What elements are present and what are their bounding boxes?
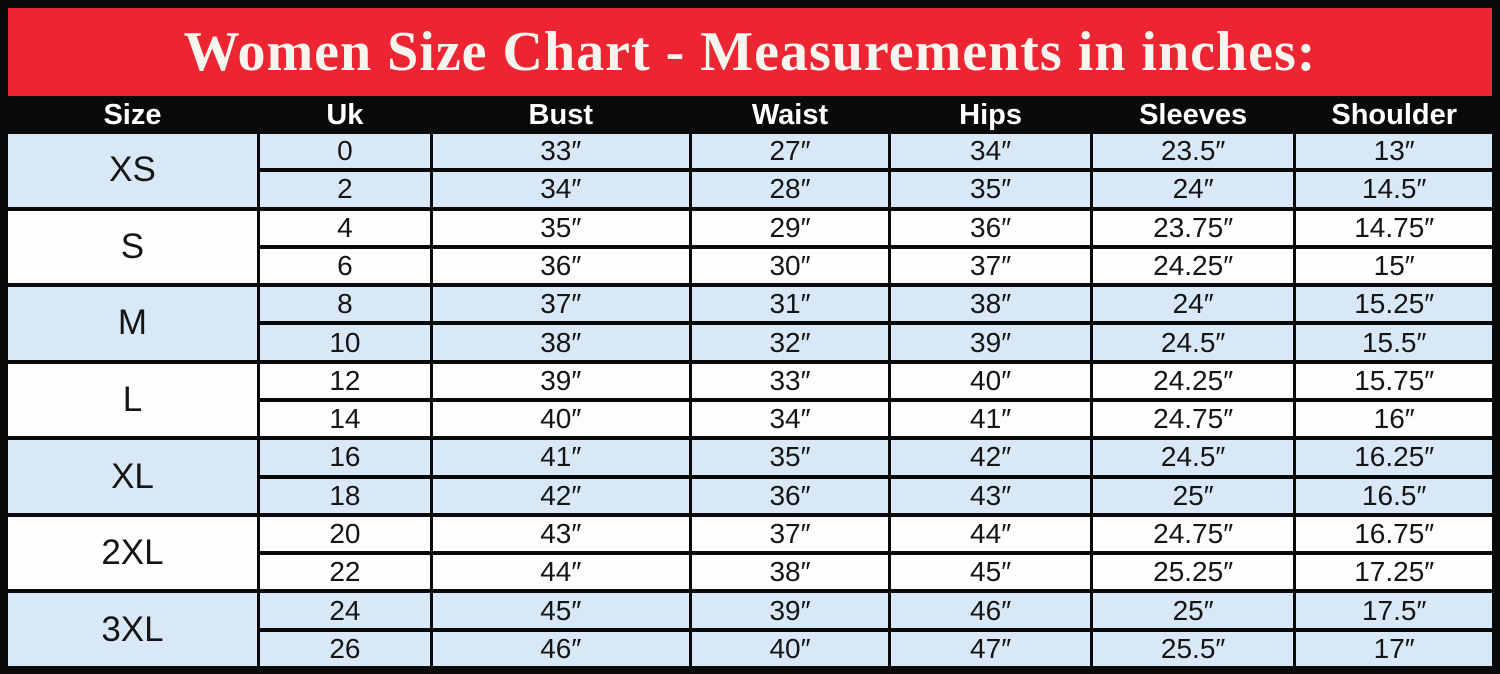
column-header-sleeves: Sleeves: [1139, 99, 1248, 131]
cell-m-uk10-uk: 10: [260, 325, 430, 359]
cell-3xl-uk26-sleeves: 25.5″: [1093, 632, 1294, 666]
size-cell-3xl: 3XL: [8, 593, 257, 666]
cell-3xl-uk24-uk: 24: [260, 593, 430, 627]
size-cell-l: L: [8, 364, 257, 437]
cell-2xl-uk22-bust: 44″: [433, 555, 689, 589]
cell-xl-uk18-uk: 18: [260, 479, 430, 513]
cell-s-uk4-waist: 29″: [692, 211, 889, 245]
cell-2xl-uk22-shoulder: 17.25″: [1296, 555, 1492, 589]
column-header-shoulder: Shoulder: [1331, 99, 1458, 131]
cell-xs-uk0-bust: 33″: [433, 134, 689, 168]
cell-l-uk14-sleeves: 24.75″: [1093, 402, 1294, 436]
cell-xl-uk18-shoulder: 16.5″: [1296, 479, 1492, 513]
cell-xs-uk2-sleeves: 24″: [1093, 172, 1294, 206]
cell-3xl-uk24-hips: 46″: [891, 593, 1090, 627]
cell-l-uk14-waist: 34″: [692, 402, 889, 436]
column-header-bust: Bust: [528, 99, 593, 131]
column-header-waist: Waist: [751, 99, 829, 131]
cell-3xl-uk24-sleeves: 25″: [1093, 593, 1294, 627]
cell-s-uk6-bust: 36″: [433, 249, 689, 283]
cell-s-uk6-hips: 37″: [891, 249, 1090, 283]
cell-m-uk8-uk: 8: [260, 287, 430, 321]
cell-l-uk14-shoulder: 16″: [1296, 402, 1492, 436]
cell-xl-uk16-hips: 42″: [891, 440, 1090, 474]
cell-xl-uk18-waist: 36″: [692, 479, 889, 513]
cell-m-uk8-hips: 38″: [891, 287, 1090, 321]
cell-3xl-uk26-waist: 40″: [692, 632, 889, 666]
cell-xs-uk0-waist: 27″: [692, 134, 889, 168]
cell-2xl-uk20-shoulder: 16.75″: [1296, 517, 1492, 551]
cell-xs-uk2-hips: 35″: [891, 172, 1090, 206]
cell-xs-uk2-uk: 2: [260, 172, 430, 206]
cell-xs-uk2-bust: 34″: [433, 172, 689, 206]
cell-l-uk12-shoulder: 15.75″: [1296, 364, 1492, 398]
column-header-uk: Uk: [326, 99, 364, 131]
cell-s-uk6-uk: 6: [260, 249, 430, 283]
cell-2xl-uk22-waist: 38″: [692, 555, 889, 589]
cell-m-uk8-waist: 31″: [692, 287, 889, 321]
cell-s-uk6-waist: 30″: [692, 249, 889, 283]
cell-m-uk10-sleeves: 24.5″: [1093, 325, 1294, 359]
column-header-hips: Hips: [959, 99, 1022, 131]
cell-2xl-uk22-uk: 22: [260, 555, 430, 589]
chart-title: Women Size Chart - Measurements in inches:: [183, 21, 1317, 83]
cell-xs-uk2-shoulder: 14.5″: [1296, 172, 1492, 206]
cell-s-uk4-hips: 36″: [891, 211, 1090, 245]
cell-2xl-uk20-hips: 44″: [891, 517, 1090, 551]
cell-2xl-uk20-uk: 20: [260, 517, 430, 551]
size-table: [8, 134, 1492, 666]
cell-l-uk12-hips: 40″: [891, 364, 1090, 398]
cell-l-uk12-sleeves: 24.25″: [1093, 364, 1294, 398]
cell-s-uk4-sleeves: 23.75″: [1093, 211, 1294, 245]
table-header-row: [8, 96, 1492, 134]
cell-l-uk14-bust: 40″: [433, 402, 689, 436]
cell-3xl-uk26-shoulder: 17″: [1296, 632, 1492, 666]
cell-l-uk12-waist: 33″: [692, 364, 889, 398]
size-cell-2xl: 2XL: [8, 517, 257, 590]
cell-m-uk10-shoulder: 15.5″: [1296, 325, 1492, 359]
cell-3xl-uk26-uk: 26: [260, 632, 430, 666]
cell-s-uk4-uk: 4: [260, 211, 430, 245]
cell-3xl-uk24-waist: 39″: [692, 593, 889, 627]
cell-l-uk14-uk: 14: [260, 402, 430, 436]
cell-2xl-uk20-bust: 43″: [433, 517, 689, 551]
size-cell-m: M: [8, 287, 257, 360]
cell-xs-uk0-sleeves: 23.5″: [1093, 134, 1294, 168]
size-cell-s: S: [8, 211, 257, 284]
cell-xl-uk18-bust: 42″: [433, 479, 689, 513]
cell-xl-uk16-sleeves: 24.5″: [1093, 440, 1294, 474]
cell-xs-uk0-hips: 34″: [891, 134, 1090, 168]
cell-m-uk10-hips: 39″: [891, 325, 1090, 359]
cell-l-uk12-bust: 39″: [433, 364, 689, 398]
cell-m-uk8-sleeves: 24″: [1093, 287, 1294, 321]
size-cell-xl: XL: [8, 440, 257, 513]
cell-3xl-uk24-shoulder: 17.5″: [1296, 593, 1492, 627]
cell-xl-uk16-bust: 41″: [433, 440, 689, 474]
cell-2xl-uk20-waist: 37″: [692, 517, 889, 551]
cell-xl-uk16-uk: 16: [260, 440, 430, 474]
column-header-size: Size: [103, 99, 162, 131]
cell-m-uk8-shoulder: 15.25″: [1296, 287, 1492, 321]
cell-3xl-uk24-bust: 45″: [433, 593, 689, 627]
cell-xs-uk0-shoulder: 13″: [1296, 134, 1492, 168]
cell-2xl-uk22-hips: 45″: [891, 555, 1090, 589]
cell-xs-uk2-waist: 28″: [692, 172, 889, 206]
cell-s-uk6-shoulder: 15″: [1296, 249, 1492, 283]
cell-xl-uk18-sleeves: 25″: [1093, 479, 1294, 513]
cell-3xl-uk26-hips: 47″: [891, 632, 1090, 666]
cell-s-uk6-sleeves: 24.25″: [1093, 249, 1294, 283]
cell-xl-uk16-waist: 35″: [692, 440, 889, 474]
cell-s-uk4-bust: 35″: [433, 211, 689, 245]
cell-m-uk10-waist: 32″: [692, 325, 889, 359]
cell-2xl-uk20-sleeves: 24.75″: [1093, 517, 1294, 551]
cell-l-uk12-uk: 12: [260, 364, 430, 398]
cell-3xl-uk26-bust: 46″: [433, 632, 689, 666]
size-cell-xs: XS: [8, 134, 257, 207]
cell-xl-uk18-hips: 43″: [891, 479, 1090, 513]
cell-xs-uk0-uk: 0: [260, 134, 430, 168]
cell-xl-uk16-shoulder: 16.25″: [1296, 440, 1492, 474]
cell-s-uk4-shoulder: 14.75″: [1296, 211, 1492, 245]
cell-m-uk8-bust: 37″: [433, 287, 689, 321]
cell-2xl-uk22-sleeves: 25.25″: [1093, 555, 1294, 589]
title-banner: [8, 8, 1492, 96]
cell-l-uk14-hips: 41″: [891, 402, 1090, 436]
cell-m-uk10-bust: 38″: [433, 325, 689, 359]
